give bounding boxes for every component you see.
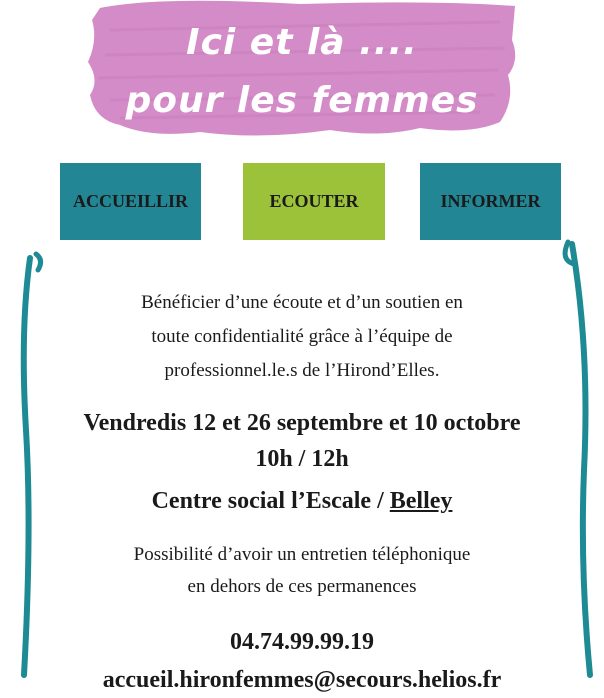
intro-line3: professionnel.le.s de l’Hirond’Elles.: [164, 360, 440, 381]
schedule-time: 10h / 12h: [255, 446, 349, 472]
place-name: Centre social l’Escale: [151, 488, 372, 514]
intro-paragraph: [0, 286, 604, 388]
tag-accueillir: ACCUEILLIR: [60, 163, 201, 240]
intro-line2: toute confidentialité grâce à l’équipe de: [151, 326, 453, 347]
intro-line1: Bénéficier d’une écoute et d’un soutien en: [141, 292, 463, 313]
phone-note-line2: en dehors de ces permanences: [187, 576, 417, 597]
place-separator: /: [371, 488, 390, 514]
tag-ecouter: ECOUTER: [243, 163, 385, 240]
banner-title-line2: pour les femmes: [125, 80, 479, 121]
schedule-dates: Vendredis 12 et 26 septembre et 10 octobre: [83, 410, 521, 436]
schedule-block: [0, 405, 604, 477]
place-city: Belley: [389, 488, 453, 514]
phone-note-line1: Possibilité d’avoir un entretien téléphonique: [133, 544, 471, 565]
tag-informer: INFORMER: [420, 163, 561, 240]
banner-title-line1: Ici et là ....: [186, 22, 418, 63]
schedule-place: [0, 483, 604, 519]
contact-email: accueil.hironfemmes@secours.helios.fr: [102, 667, 502, 693]
contact-phone: 04.74.99.99.19: [230, 629, 374, 655]
phone-note: [0, 539, 604, 603]
